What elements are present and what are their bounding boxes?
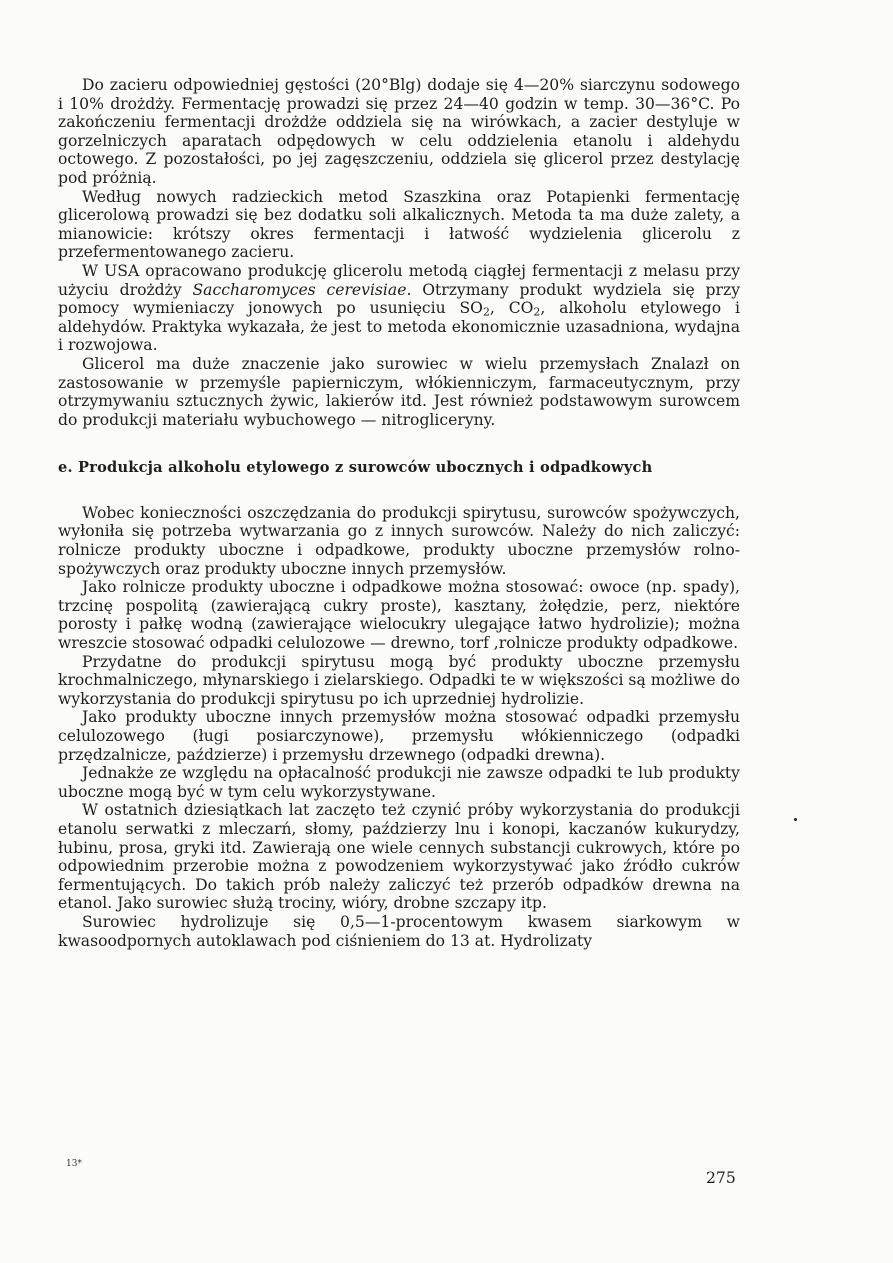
paragraph bbox=[58, 578, 740, 652]
top-text-block bbox=[58, 76, 740, 429]
italic-term: Saccharomyces cerevisiae bbox=[192, 280, 407, 299]
paragraph bbox=[58, 913, 740, 950]
paragraph bbox=[58, 504, 740, 578]
text-run: , alkoholu etylowego i aldehydów. Praktyka wykazała, że jest to metoda ekonomicznie uzasadniona, wydajna i rozwojowa. bbox=[58, 299, 740, 355]
text-run: Wobec konieczności oszczędzania do produkcji spirytusu, surowców spożywczych, wyłoniła się potrzeba wytwarzania go z innych surowców. Należy do nich zaliczyć: rolnicze produkty uboczne i odpadkowe, produkty uboczne przemysłów rolno-spożywczych oraz produkty uboczne innych przemysłów. bbox=[58, 503, 740, 578]
subscript: 2 bbox=[533, 305, 541, 319]
paragraph bbox=[58, 801, 740, 913]
page-number: 275 bbox=[706, 1169, 736, 1187]
paragraph bbox=[58, 262, 740, 355]
text-run: Jednakże ze względu na opłacalność produkcji nie zawsze odpadki te lub produkty uboczne mogą być w tym celu wykorzystywane. bbox=[58, 764, 740, 801]
margin-speck bbox=[794, 818, 797, 821]
paragraph bbox=[58, 188, 740, 262]
page-body bbox=[58, 76, 740, 950]
subscript: 2 bbox=[482, 305, 490, 319]
paragraph bbox=[58, 764, 740, 801]
text-run: Jako rolnicze produkty uboczne i odpadkowe można stosować: owoce (np. spady), trzcinę pospolitą (zawierającą cukry proste), kasztany, żołędzie, perz, niektóre porosty i pałkę wodną (zawierające wielocukry ulegające łatwo hydrolizie); można wreszcie stosować odpadki celulozowe — drewno, torf ,rolnicze produkty odpadkowe. bbox=[58, 578, 740, 653]
paragraph bbox=[58, 76, 740, 188]
text-run: . Otrzymany produkt wydziela się przy pomocy wymieniaczy jonowych po usunięciu SO bbox=[58, 280, 740, 318]
printer-signature-mark: 13* bbox=[66, 1159, 82, 1169]
text-run: Glicerol ma duże znaczenie jako surowiec w wielu przemysłach Znalazł on zastosowanie w przemyśle papierniczym, włókienniczym, farmaceutycznym, przy otrzymywaniu sztucznych żywic, lakierów itd. Jest również podstawowym surowcem do produkcji materiału wybuchowego — nitrogliceryny. bbox=[58, 354, 740, 429]
text-run: W ostatnich dziesiątkach lat zaczęto też czynić próby wykorzystania do produkcji etanolu serwatki z mleczarń, słomy, paździerzy lnu i konopi, kaczanów kukurydzy, łubinu, prosa, gryki itd. Zawierają one wiele cennych substancji cukrowych, które po odpowiednim przerobie można z powodzeniem wykorzystywać jako źródło cukrów fermentujących. Do takich prób należy zaliczyć też przerób odpadków drewna na etanol. Jako surowiec służą trociny, wióry, drobne szczapy itp. bbox=[58, 801, 740, 913]
text-run: Surowiec hydrolizuje się 0,5—1-procentowym kwasem siarkowym w kwasoodpornych autoklawach pod ciśnieniem do 13 at. Hydrolizaty bbox=[58, 912, 740, 950]
bottom-text-block bbox=[58, 504, 740, 950]
paragraph bbox=[58, 708, 740, 764]
text-run: Według nowych radzieckich metod Szaszkina oraz Potapienki fermentację glicerolową prowadzi się bez dodatku soli alkalicznych. Metoda ta ma duże zalety, a mianowicie: krótszy okres fermentacji i łatwość wydzielenia glicerolu z przefermentowanego zacieru. bbox=[58, 187, 740, 262]
section-heading: e. Produkcja alkoholu etylowego z surowców ubocznych i odpadkowych bbox=[58, 459, 653, 477]
text-run: W USA opracowano produkcję glicerolu metodą ciągłej fermentacji z melasu przy użyciu drożdży bbox=[58, 261, 740, 299]
text-run: Do zacieru odpowiedniej gęstości (20°Blg) dodaje się 4—20% siarczynu sodowego i 10% drożdży. Fermentację prowadzi się przez 24—40 godzin w temp. 30—36°C. Po zakończeniu fermentacji drożdże oddziela się na wirówkach, a zacier destyluje w gorzelniczych aparatach odpędowych w celu oddzielenia etanolu i aldehydu octowego. Z pozostałości, po jej zagęszczeniu, oddziela się glicerol przez destylację pod próżnią. bbox=[58, 76, 740, 187]
text-run: Przydatne do produkcji spirytusu mogą być produkty uboczne przemysłu krochmalniczego, młynarskiego i zielarskiego. Odpadki te w większości są możliwe do wykorzystania do produkcji spirytusu po ich uprzedniej hydrolizie. bbox=[58, 652, 740, 708]
text-run: , CO bbox=[489, 299, 534, 318]
paragraph bbox=[58, 653, 740, 709]
paragraph bbox=[58, 355, 740, 429]
text-run: Jako produkty uboczne innych przemysłów można stosować odpadki przemysłu celulozowego (ługi posiarczynowe), przemysłu włókienniczego (odpadki przędzalnicze, paździerze) i przemysłu drzewnego (odpadki drewna). bbox=[58, 708, 740, 764]
